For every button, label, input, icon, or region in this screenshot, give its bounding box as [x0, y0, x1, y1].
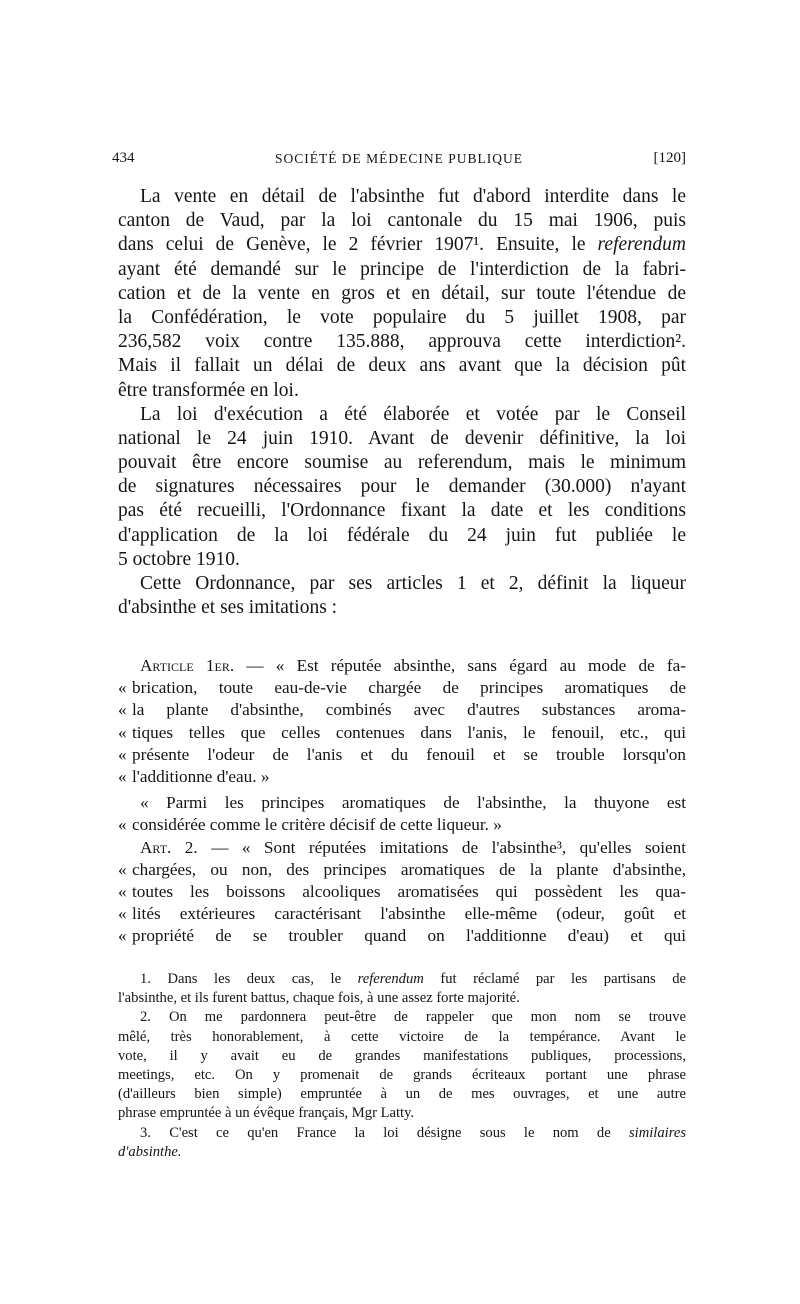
footnote-line: 1. Dans les deux cas, le referendum fut réclamé par les partisans de: [140, 971, 686, 987]
article-1-line: « présente l'odeur de l'anis et du fenouil et se trouble lorsqu'on: [118, 744, 686, 764]
paragraph-line: dans celui de Genève, le 2 février 1907¹. Ensuite, le referendum: [118, 234, 686, 256]
paragraph-line: canton de Vaud, par la loi cantonale du 15 mai 1906, puis: [118, 210, 686, 232]
footnote-line: l'absinthe, et ils furent battus, chaque fois, à une assez forte majorité.: [118, 990, 520, 1007]
article-2-label: Art. 2.: [140, 837, 198, 857]
article-1-label: Article 1er.: [140, 656, 235, 675]
article-2-line: Art. 2. — « Sont réputées imitations de l'absinthe³, qu'elles soient: [140, 837, 686, 857]
paragraph-line: La loi d'exécution a été élaborée et votée par le Conseil: [140, 403, 686, 425]
paragraph-line: ayant été demandé sur le principe de l'interdiction de la fabri-: [118, 258, 686, 280]
paragraph-line: être transformée en loi.: [118, 379, 299, 401]
footnote-line: mêlé, très honorablement, à cette victoire de la tempérance. Avant le: [118, 1028, 686, 1045]
footnote-line: meetings, etc. On y promenait de grands écriteaux portant une phrase: [118, 1066, 686, 1083]
bracket-number: [120]: [653, 150, 686, 166]
article-2-line: « propriété de se troubler quand on l'additionne d'eau) et qui: [118, 926, 686, 946]
paragraph-line: pas été recueilli, l'Ordonnance fixant la date et les conditions: [118, 500, 686, 522]
running-title: SOCIÉTÉ DE MÉDECINE PUBLIQUE: [274, 151, 524, 166]
article-2-line: « toutes les boissons alcooliques aromatisées qui possèdent les qua-: [118, 881, 686, 901]
footnote-line: vote, il y avait eu de grandes manifestations publiques, processions,: [118, 1047, 686, 1064]
footnote-line: 3. C'est ce qu'en France la loi désigne sous le nom de similaires: [140, 1124, 686, 1141]
footnotes: [118, 970, 686, 1162]
article-1-line: « la plante d'absinthe, combinés avec d'autres substances aroma-: [118, 700, 686, 720]
paragraph-line: d'absinthe et ses imitations :: [118, 597, 338, 619]
article-2-line: « chargées, ou non, des principes aromatiques de la plante d'absinthe,: [118, 859, 686, 879]
article-1-line: « tiques telles que celles contenues dans l'anis, le fenouil, etc., qui: [118, 722, 686, 742]
article-1-line: Article 1er. — « Est réputée absinthe, sans égard au mode de fa-: [140, 656, 686, 675]
paragraph-line: la Confédération, le vote populaire du 5 juillet 1908, par: [118, 306, 686, 328]
paragraph-line: La vente en détail de l'absinthe fut d'abord interdite dans le: [140, 186, 686, 207]
paragraph-line: de signatures nécessaires pour le demander (30.000) n'ayant: [118, 476, 686, 498]
paragraph-line: 236,582 voix contre 135.888, approuva cette interdiction².: [118, 331, 686, 353]
article-quotes: [118, 655, 686, 947]
body-text: [118, 185, 686, 620]
paragraph-line: national le 24 juin 1910. Avant de devenir définitive, la loi: [118, 427, 686, 449]
page-number: 434: [112, 150, 135, 166]
paragraph-line: cation et de la vente en gros et en détail, sur toute l'étendue de: [118, 282, 686, 304]
article-1-line: « l'additionne d'eau. »: [118, 766, 270, 786]
article-1-line: « considérée comme le critère décisif de cette liqueur. »: [118, 815, 502, 835]
paragraph-line: 5 octobre 1910.: [118, 548, 240, 570]
running-header: [112, 150, 686, 174]
article-1-line: « brication, toute eau-de-vie chargée de principes aromatiques de: [118, 678, 686, 698]
article-1-line: « Parmi les principes aromatiques de l'absinthe, la thuyone est: [140, 793, 686, 813]
paragraph-line: Cette Ordonnance, par ses articles 1 et 2, définit la liqueur: [140, 573, 686, 594]
paragraph-line: pouvait être encore soumise au referendum, mais le minimum: [118, 452, 686, 474]
article-2-line: « lités extérieures caractérisant l'absinthe elle-même (odeur, goût et: [118, 904, 686, 924]
paragraph-line: Mais il fallait un délai de deux ans avant que la décision pût: [118, 355, 686, 377]
paragraph-line: d'application de la loi fédérale du 24 juin fut publiée le: [118, 524, 686, 546]
footnote-line: phrase empruntée à un évêque français, Mgr Latty.: [118, 1105, 415, 1122]
footnote-line: (d'ailleurs bien simple) empruntée à un de mes ouvrages, et une autre: [118, 1086, 686, 1103]
footnote-line: d'absinthe.: [118, 1143, 182, 1160]
footnote-line: 2. On me pardonnera peut-être de rappeler que mon nom se trouve: [140, 1009, 686, 1026]
